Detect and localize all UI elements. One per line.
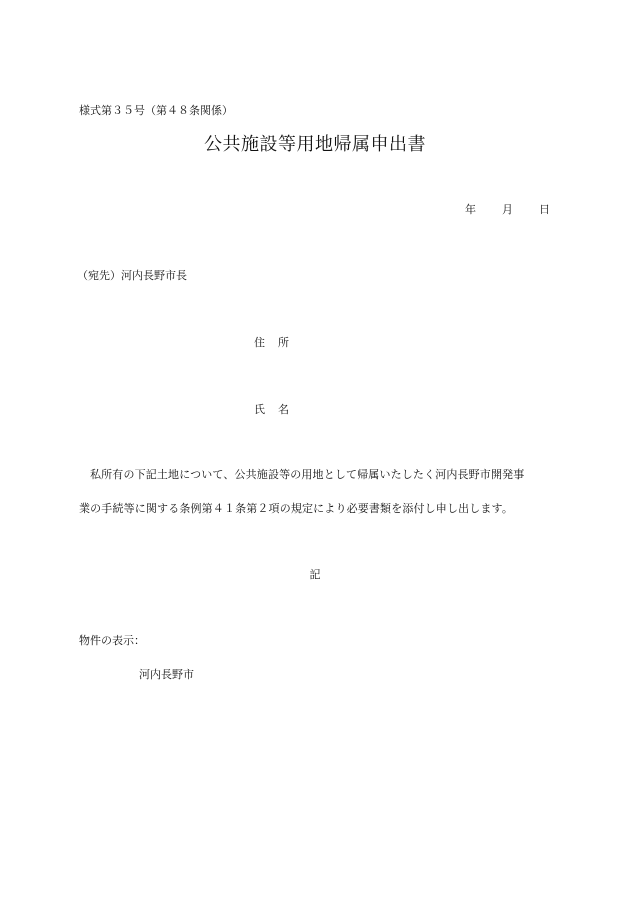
form-number: 様式第３５号（第４８条関係）	[79, 104, 233, 117]
address-label-char-1: 住	[254, 336, 265, 349]
addressee: （宛先）河内長野市長	[77, 269, 187, 282]
ki-heading: 記	[309, 568, 321, 581]
name-label-char-2: 名	[278, 403, 289, 416]
body-text-line-2: 業の手続等に関する条例第４１条第２項の規定により必要書類を添付し申し出します。	[79, 502, 513, 515]
date-month-label: 月	[502, 203, 513, 216]
date-line	[465, 203, 550, 217]
document-title: 公共施設等用地帰属申出書	[204, 134, 426, 155]
property-city: 河内長野市	[139, 668, 194, 681]
address-label	[254, 336, 289, 350]
address-label-char-2: 所	[278, 336, 289, 349]
name-label	[254, 403, 289, 417]
date-year-label: 年	[465, 203, 476, 216]
property-label: 物件の表示：	[79, 634, 145, 647]
body-text-line-1: 私所有の下記土地について、公共施設等の用地として帰属いたしたく河内長野市開発事	[90, 468, 525, 481]
name-label-char-1: 氏	[254, 403, 265, 416]
date-day-label: 日	[539, 203, 550, 216]
